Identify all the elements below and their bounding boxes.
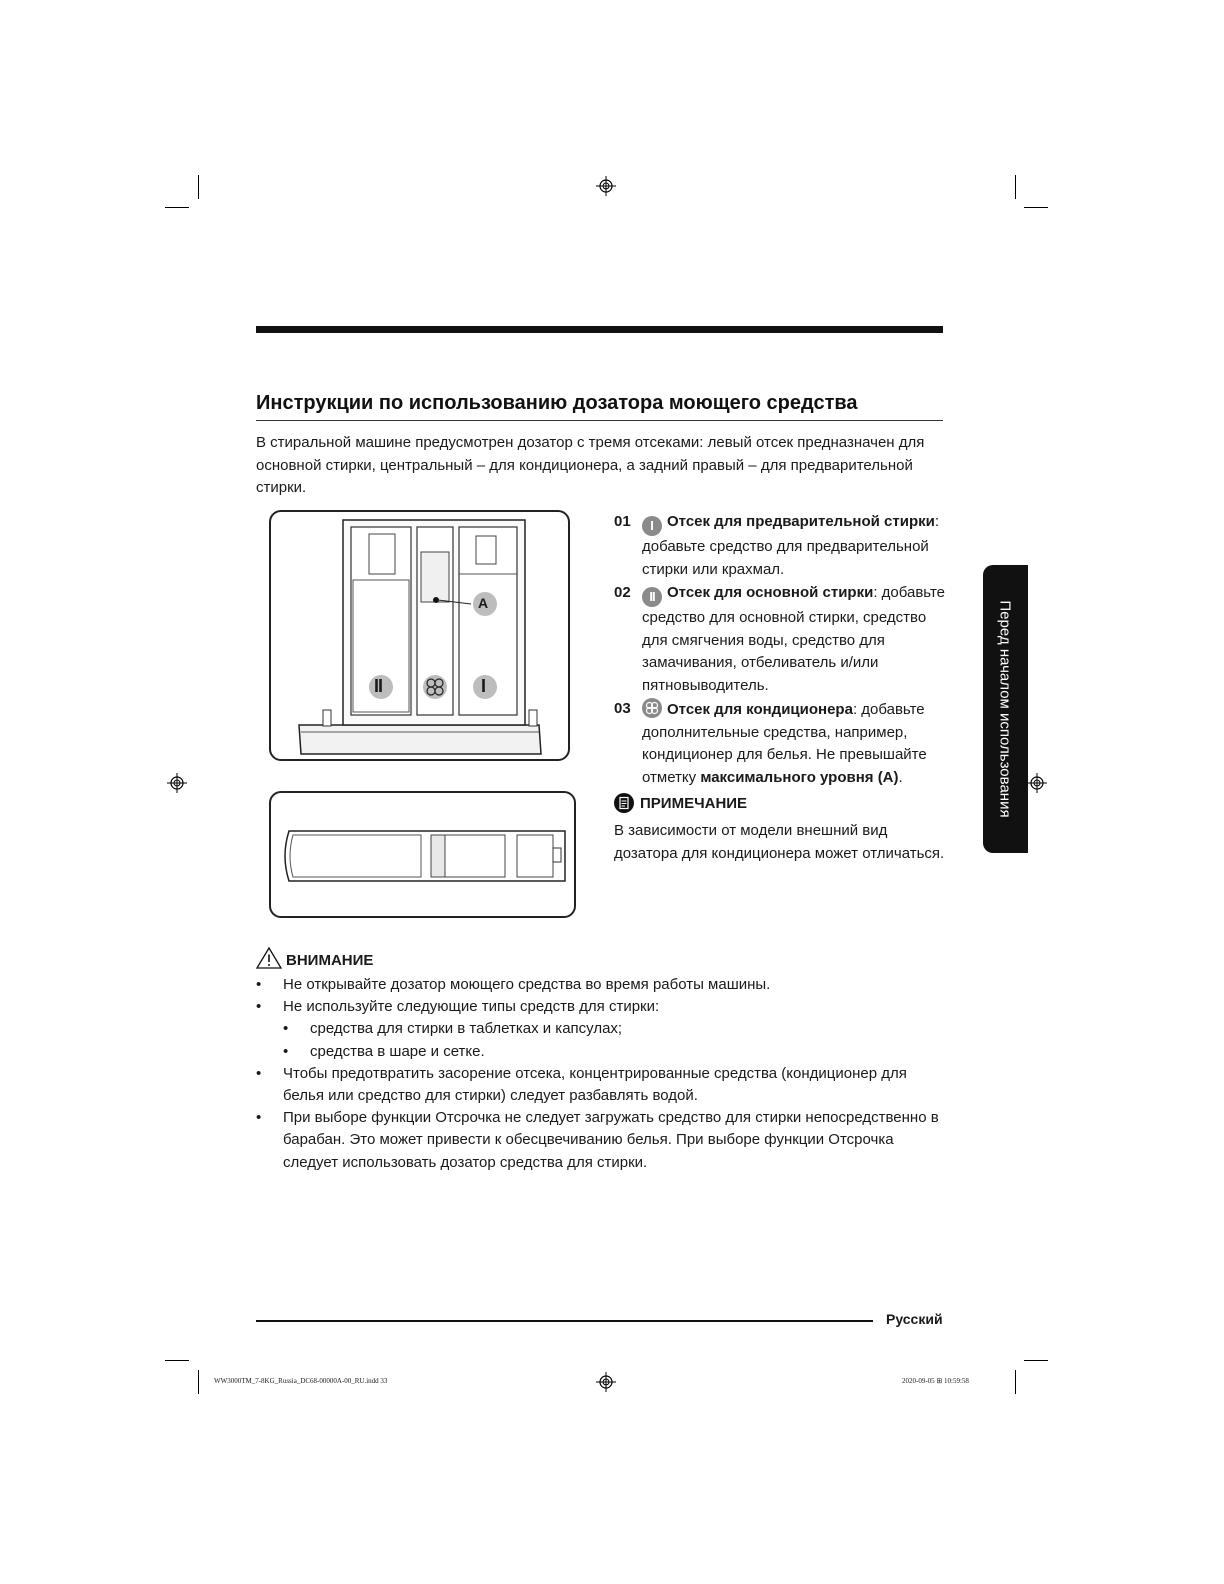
- flower-icon: [642, 698, 662, 718]
- warning-title: ВНИМАНИЕ: [286, 952, 374, 969]
- section-top-bar: [256, 326, 943, 333]
- note-text: В зависимости от модели внешний вид дозатора для кондиционера может отличаться.: [614, 822, 945, 862]
- sub-list-item: • средства в шаре и сетке.: [256, 1041, 946, 1063]
- item-text: : добавьте дополнительные средства, например, кондиционер для белья. Не превышайте отметку: [642, 701, 927, 786]
- callout-a-label: A: [478, 595, 489, 611]
- registration-mark-icon: [596, 176, 616, 196]
- sub-list-item: • средства для стирки в таблетках и капсулах;: [256, 1018, 946, 1040]
- registration-mark-icon: [596, 1372, 616, 1392]
- page-title: Инструкции по использованию дозатора моющего средства: [256, 392, 858, 414]
- list-item: [614, 511, 954, 581]
- crop-mark: [198, 1370, 199, 1394]
- crop-mark: [1015, 1370, 1016, 1394]
- registration-mark-icon: [167, 773, 187, 793]
- list-item: • При выборе функции Отсрочка не следует загружать средство для стирки непосредственно в барабан. Это может привести к обесцвечиванию белья. При выборе функции Отсрочка следует использовать дозатор средства для стирки.: [256, 1107, 946, 1174]
- item-text: .: [898, 768, 903, 786]
- list-item: [614, 698, 954, 789]
- main-wash-mark: II: [374, 676, 383, 696]
- crop-mark: [1015, 175, 1016, 199]
- prewash-mark: I: [481, 676, 487, 696]
- heading-divider: [256, 420, 943, 421]
- item-title: Отсек для кондиционера: [667, 701, 853, 718]
- footer-language: Русский: [886, 1311, 943, 1327]
- warning-heading: [256, 947, 373, 969]
- crop-mark: [1024, 207, 1048, 208]
- print-slug-right: 2020-09-05 ⊞ 10:59:58: [902, 1377, 969, 1385]
- note-icon: [614, 793, 634, 813]
- crop-mark: [165, 207, 189, 208]
- print-slug-left: WW3000TM_7-8KG_Russia_DC68-00000A-00_RU.indd 33: [214, 1377, 388, 1385]
- note-title: ПРИМЕЧАНИЕ: [640, 795, 748, 812]
- list-item: • Не используйте следующие типы средств для стирки:: [256, 996, 946, 1018]
- footer-divider: [256, 1320, 873, 1322]
- list-item: • Не открывайте дозатор моющего средства во время работы машины.: [256, 974, 946, 996]
- list-item: [614, 582, 954, 697]
- warning-list: [256, 974, 946, 1174]
- item-text: : добавьте средство для основной стирки, средство для смягчения воды, средство для замачивания, отбеливатель и/или пятновыводитель.: [642, 584, 945, 694]
- dispenser-illustration: [269, 510, 570, 761]
- crop-mark: [1024, 1360, 1048, 1361]
- crop-mark: [198, 175, 199, 199]
- warning-triangle-icon: [256, 947, 282, 969]
- prewash-icon: I: [642, 516, 662, 536]
- list-item: • Чтобы предотвратить засорение отсека, концентрированные средства (кондиционер для белья или средство для стирки) следует разбавлять водой.: [256, 1063, 946, 1107]
- softener-dispenser-illustration: [269, 791, 576, 918]
- item-title: Отсек для предварительной стирки: [667, 513, 935, 530]
- item-text: : добавьте средство для предварительной стирки или крахмал.: [642, 513, 940, 578]
- registration-mark-icon: [1027, 773, 1047, 793]
- main-wash-icon: II: [642, 587, 662, 607]
- item-title: Отсек для основной стирки: [667, 584, 874, 601]
- item-bold-text: максимального уровня (A): [700, 768, 899, 786]
- item-number: 03: [614, 700, 631, 717]
- item-number: 01: [614, 513, 631, 530]
- note-heading: [614, 793, 747, 813]
- intro-paragraph: В стиральной машине предусмотрен дозатор с тремя отсеками: левый отсек предназначен для основной стирки, центральный – для кондиционера, а задний правый – для предварительной стирки.: [256, 434, 925, 496]
- crop-mark: [165, 1360, 189, 1361]
- chapter-side-tab-label: Перед началом использования: [996, 600, 1014, 818]
- item-number: 02: [614, 584, 631, 601]
- compartment-list: [614, 511, 954, 790]
